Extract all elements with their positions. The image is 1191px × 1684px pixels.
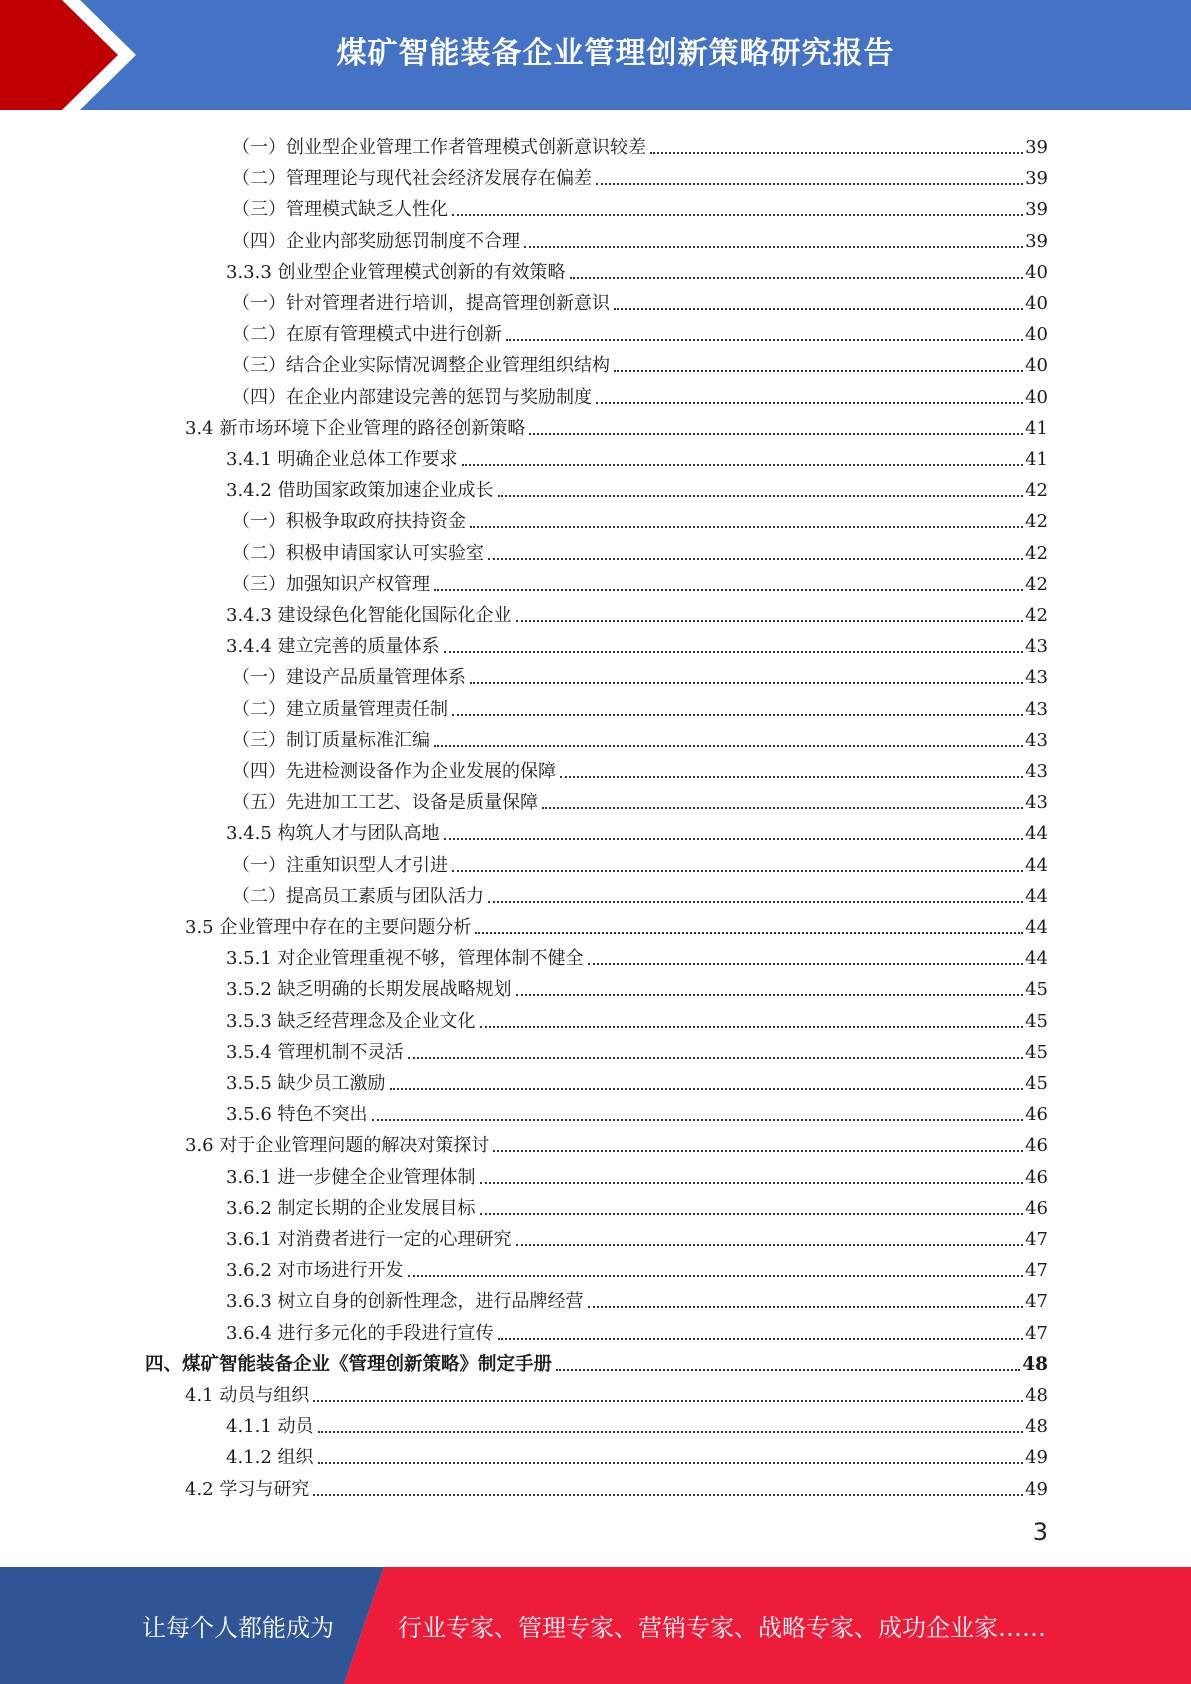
- toc-entry-title: 4.1.1 动员: [226, 1416, 314, 1438]
- toc-entry[interactable]: [226, 1314, 1048, 1345]
- toc-dot-leader: [488, 901, 1023, 903]
- toc-entry-page: 43: [1025, 636, 1048, 658]
- toc-entry[interactable]: [185, 1376, 1048, 1407]
- toc-dot-leader: [556, 1369, 1020, 1371]
- toc-entry-title: 3.4.5 构筑人才与团队高地: [226, 823, 440, 845]
- toc-entry-title: 3.6.3 树立自身的创新性理念，进行品牌经营: [226, 1291, 584, 1313]
- toc-entry-title: （一）积极争取政府扶持资金: [232, 511, 466, 533]
- toc-entry-page: 40: [1025, 261, 1048, 283]
- toc-entry[interactable]: [226, 1220, 1048, 1251]
- toc-entry-title: 3.6.1 进一步健全企业管理体制: [226, 1166, 476, 1188]
- toc-dot-leader: [470, 682, 1023, 684]
- toc-entry-page: 42: [1025, 511, 1048, 533]
- toc-dot-leader: [588, 963, 1024, 965]
- toc-entry[interactable]: [185, 1470, 1048, 1501]
- toc-dot-leader: [596, 402, 1023, 404]
- toc-entry[interactable]: [232, 222, 1048, 253]
- toc-entry-title: （一）针对管理者进行培训，提高管理创新意识: [232, 293, 610, 314]
- toc-dot-leader: [408, 1275, 1024, 1277]
- toc-dot-leader: [588, 1306, 1024, 1308]
- toc-entry-title: 3.6.1 对消费者进行一定的心理研究: [226, 1229, 512, 1250]
- toc-entry-title: 4.2 学习与研究: [185, 1478, 310, 1500]
- toc-entry[interactable]: [232, 877, 1048, 908]
- toc-entry[interactable]: [226, 1189, 1048, 1220]
- toc-entry-title: （四）在企业内部建设完善的惩罚与奖励制度: [232, 386, 592, 408]
- toc-entry-title: （二）积极申请国家认可实验室: [232, 542, 484, 564]
- toc-entry-page: 45: [1025, 1010, 1048, 1032]
- toc-entry[interactable]: [232, 284, 1048, 315]
- toc-entry-page: 39: [1025, 137, 1048, 158]
- toc-dot-leader: [470, 526, 1023, 528]
- toc-dot-leader: [444, 838, 1024, 840]
- page-footer: [0, 1567, 1191, 1684]
- toc-entry-page: 44: [1025, 885, 1048, 907]
- toc-dot-leader: [313, 1494, 1023, 1496]
- toc-entry-page: 46: [1025, 1166, 1048, 1188]
- toc-dot-leader: [498, 495, 1024, 497]
- toc-entry-title: （二）提高员工素质与团队活力: [232, 885, 484, 907]
- toc-dot-leader: [480, 1213, 1024, 1215]
- toc-entry-page: 43: [1025, 698, 1048, 720]
- toc-entry-title: 3.5.1 对企业管理重视不够，管理体制不健全: [226, 948, 584, 970]
- toc-entry-title: （二）管理理论与现代社会经济发展存在偏差: [232, 168, 592, 190]
- toc-entry-title: （四）先进检测设备作为企业发展的保障: [232, 761, 556, 782]
- toc-entry-page: 39: [1025, 168, 1048, 190]
- toc-entry-title: 3.4 新市场环境下企业管理的路径创新策略: [185, 417, 526, 439]
- toc-entry-page: 43: [1025, 667, 1048, 689]
- toc-dot-leader: [516, 1244, 1024, 1246]
- toc-dot-leader: [434, 745, 1023, 747]
- toc-entry[interactable]: [226, 1407, 1048, 1438]
- toc-dot-leader: [480, 1026, 1024, 1028]
- toc-entry-page: 46: [1025, 1135, 1048, 1157]
- toc-dot-leader: [480, 1182, 1024, 1184]
- footer-slogan-right: 行业专家、管理专家、营销专家、战略专家、成功企业家……: [398, 1614, 1046, 1642]
- toc-entry-page: 39: [1025, 230, 1048, 252]
- toc-entry-title: （二）在原有管理模式中进行创新: [232, 324, 502, 346]
- toc-entry-title: 四、煤矿智能装备企业《管理创新策略》制定手册: [145, 1353, 553, 1375]
- toc-dot-leader: [529, 433, 1023, 435]
- toc-dot-leader: [372, 1119, 1024, 1121]
- toc-entry[interactable]: [232, 752, 1048, 783]
- toc-dot-leader: [313, 1400, 1023, 1402]
- toc-dot-leader: [434, 589, 1023, 591]
- toc-entry[interactable]: [145, 1345, 1048, 1376]
- toc-dot-leader: [452, 214, 1023, 216]
- toc-entry-page: 43: [1025, 729, 1048, 751]
- toc-entry-title: 3.4.3 建设绿色化智能化国际化企业: [226, 605, 512, 626]
- toc-dot-leader: [614, 308, 1023, 310]
- page-number: 3: [1032, 1518, 1048, 1546]
- toc-entry[interactable]: [232, 502, 1048, 533]
- toc-entry-title: （三）制订质量标准汇编: [232, 729, 430, 751]
- toc-entry-title: （三）管理模式缺乏人性化: [232, 199, 448, 221]
- toc-dot-leader: [596, 183, 1023, 185]
- toc-dot-leader: [452, 714, 1023, 716]
- toc-entry[interactable]: [226, 1251, 1048, 1282]
- toc-entry-page: 49: [1025, 1478, 1048, 1500]
- toc-entry-page: 44: [1025, 823, 1048, 845]
- toc-entry-title: 3.5.5 缺少员工激励: [226, 1073, 386, 1094]
- toc-entry-page: 47: [1025, 1260, 1048, 1282]
- toc-entry-title: （四）企业内部奖励惩罚制度不合理: [232, 230, 520, 252]
- toc-entry[interactable]: [185, 1126, 1048, 1157]
- toc-entry-title: 3.3.3 创业型企业管理模式创新的有效策略: [226, 261, 566, 283]
- toc-dot-leader: [516, 994, 1024, 996]
- toc-entry-title: （一）建设产品质量管理体系: [232, 667, 466, 689]
- toc-entry-page: 46: [1025, 1197, 1048, 1219]
- toc-entry[interactable]: [232, 721, 1048, 752]
- toc-dot-leader: [408, 1057, 1024, 1059]
- toc-entry-page: 44: [1025, 948, 1048, 970]
- toc-dot-leader: [506, 339, 1023, 341]
- toc-entry-title: 3.4.4 建立完善的质量体系: [226, 636, 440, 658]
- toc-entry-page: 44: [1025, 917, 1048, 938]
- toc-entry[interactable]: [232, 534, 1048, 565]
- toc-entry[interactable]: [226, 1438, 1048, 1469]
- toc-dot-leader: [516, 620, 1024, 622]
- toc-entry-title: 4.1 动员与组织: [185, 1385, 310, 1406]
- toc-dot-leader: [318, 1462, 1024, 1464]
- toc-entry-page: 45: [1025, 1073, 1048, 1094]
- toc-dot-leader: [390, 1088, 1024, 1090]
- toc-entry-page: 49: [1025, 1447, 1048, 1469]
- toc-entry-title: （五）先进加工工艺、设备是质量保障: [232, 792, 538, 814]
- toc-entry[interactable]: [232, 346, 1048, 377]
- toc-dot-leader: [560, 776, 1023, 778]
- toc-entry-page: 47: [1025, 1229, 1048, 1250]
- toc-entry[interactable]: [226, 440, 1048, 471]
- toc-entry-page: 45: [1025, 1041, 1048, 1063]
- toc-entry[interactable]: [232, 565, 1048, 596]
- toc-entry[interactable]: [226, 627, 1048, 658]
- toc-entry-page: 42: [1025, 480, 1048, 502]
- toc-entry[interactable]: [232, 315, 1048, 346]
- toc-entry-page: 40: [1025, 386, 1048, 408]
- toc-entry-title: 3.6 对于企业管理问题的解决对策探讨: [185, 1135, 490, 1157]
- toc-dot-leader: [493, 1150, 1023, 1152]
- toc-entry-title: 3.4.2 借助国家政策加速企业成长: [226, 480, 494, 502]
- toc-entry[interactable]: [232, 378, 1048, 409]
- toc-entry-title: 3.6.4 进行多元化的手段进行宣传: [226, 1322, 494, 1344]
- toc-entry-page: 41: [1025, 449, 1048, 470]
- toc-entry[interactable]: [226, 253, 1048, 284]
- toc-entry[interactable]: [232, 128, 1048, 159]
- toc-dot-leader: [444, 651, 1024, 653]
- toc-dot-leader: [452, 870, 1023, 872]
- toc-entry[interactable]: [226, 814, 1048, 845]
- toc-entry-title: 3.5.2 缺乏明确的长期发展战略规划: [226, 979, 512, 1001]
- toc-entry[interactable]: [185, 908, 1048, 939]
- toc-entry-page: 47: [1025, 1291, 1048, 1313]
- toc-dot-leader: [614, 370, 1023, 372]
- toc-entry[interactable]: [232, 159, 1048, 190]
- toc-entry-title: （三）加强知识产权管理: [232, 573, 430, 595]
- toc-entry-title: （二）建立质量管理责任制: [232, 698, 448, 720]
- toc-entry-page: 40: [1025, 355, 1048, 377]
- toc-entry[interactable]: [226, 1033, 1048, 1064]
- toc-entry[interactable]: [185, 409, 1048, 440]
- toc-entry-page: 41: [1025, 417, 1048, 439]
- toc-entry-title: （三）结合企业实际情况调整企业管理组织结构: [232, 355, 610, 377]
- header-title: 煤矿智能装备企业管理创新策略研究报告: [336, 36, 895, 71]
- toc-entry[interactable]: [232, 690, 1048, 721]
- toc-entry-title: 4.1.2 组织: [226, 1447, 314, 1469]
- toc-dot-leader: [462, 464, 1024, 466]
- toc-dot-leader: [475, 932, 1023, 934]
- toc-entry[interactable]: [232, 846, 1048, 877]
- toc-entry-title: 3.6.2 制定长期的企业发展目标: [226, 1197, 476, 1219]
- toc-dot-leader: [570, 277, 1024, 279]
- toc-entry-title: 3.4.1 明确企业总体工作要求: [226, 449, 458, 470]
- toc-entry-page: 43: [1025, 792, 1048, 814]
- toc-entry[interactable]: [226, 1002, 1048, 1033]
- toc-entry-page: 42: [1025, 605, 1048, 626]
- toc-dot-leader: [498, 1338, 1024, 1340]
- toc-entry[interactable]: [226, 596, 1048, 627]
- toc-entry[interactable]: [226, 1064, 1048, 1095]
- toc-entry-page: 40: [1025, 293, 1048, 314]
- toc-entry-title: 3.5 企业管理中存在的主要问题分析: [185, 917, 472, 938]
- toc-entry-title: （一）创业型企业管理工作者管理模式创新意识较差: [232, 137, 646, 158]
- toc-entry[interactable]: [226, 471, 1048, 502]
- toc-entry[interactable]: [232, 190, 1048, 221]
- toc-entry-page: 42: [1025, 573, 1048, 595]
- toc-entry-page: 42: [1025, 542, 1048, 564]
- toc-entry-page: 40: [1025, 324, 1048, 346]
- toc-entry[interactable]: [232, 658, 1048, 689]
- toc-entry-page: 48: [1025, 1385, 1048, 1406]
- toc-dot-leader: [650, 152, 1023, 154]
- toc-entry-title: 3.6.2 对市场进行开发: [226, 1260, 404, 1282]
- toc-entry-page: 46: [1025, 1104, 1048, 1126]
- toc-entry-page: 47: [1025, 1322, 1048, 1344]
- toc-entry[interactable]: [226, 1282, 1048, 1313]
- toc-dot-leader: [318, 1431, 1024, 1433]
- toc-entry-title: （一）注重知识型人才引进: [232, 854, 448, 876]
- toc-entry-title: 3.5.3 缺乏经营理念及企业文化: [226, 1010, 476, 1032]
- toc-entry[interactable]: [232, 783, 1048, 814]
- toc-entry-title: 3.5.4 管理机制不灵活: [226, 1041, 404, 1063]
- toc-dot-leader: [542, 807, 1023, 809]
- toc-entry-page: 44: [1025, 854, 1048, 876]
- toc-dot-leader: [524, 246, 1023, 248]
- toc-entry[interactable]: [226, 1158, 1048, 1189]
- toc-entry[interactable]: [226, 939, 1048, 970]
- toc-entry-page: 48: [1025, 1416, 1048, 1438]
- toc-dot-leader: [488, 558, 1023, 560]
- toc-entry-page: 48: [1022, 1353, 1048, 1375]
- toc-entry-page: 45: [1025, 979, 1048, 1001]
- toc-entry-page: 43: [1025, 761, 1048, 782]
- toc-entry[interactable]: [226, 1095, 1048, 1126]
- page-header: [0, 0, 1191, 110]
- toc-entry-page: 39: [1025, 199, 1048, 221]
- toc-entry-title: 3.5.6 特色不突出: [226, 1104, 368, 1126]
- toc-entry[interactable]: [226, 970, 1048, 1001]
- footer-slogan-left: 让每个人都能成为: [142, 1614, 334, 1642]
